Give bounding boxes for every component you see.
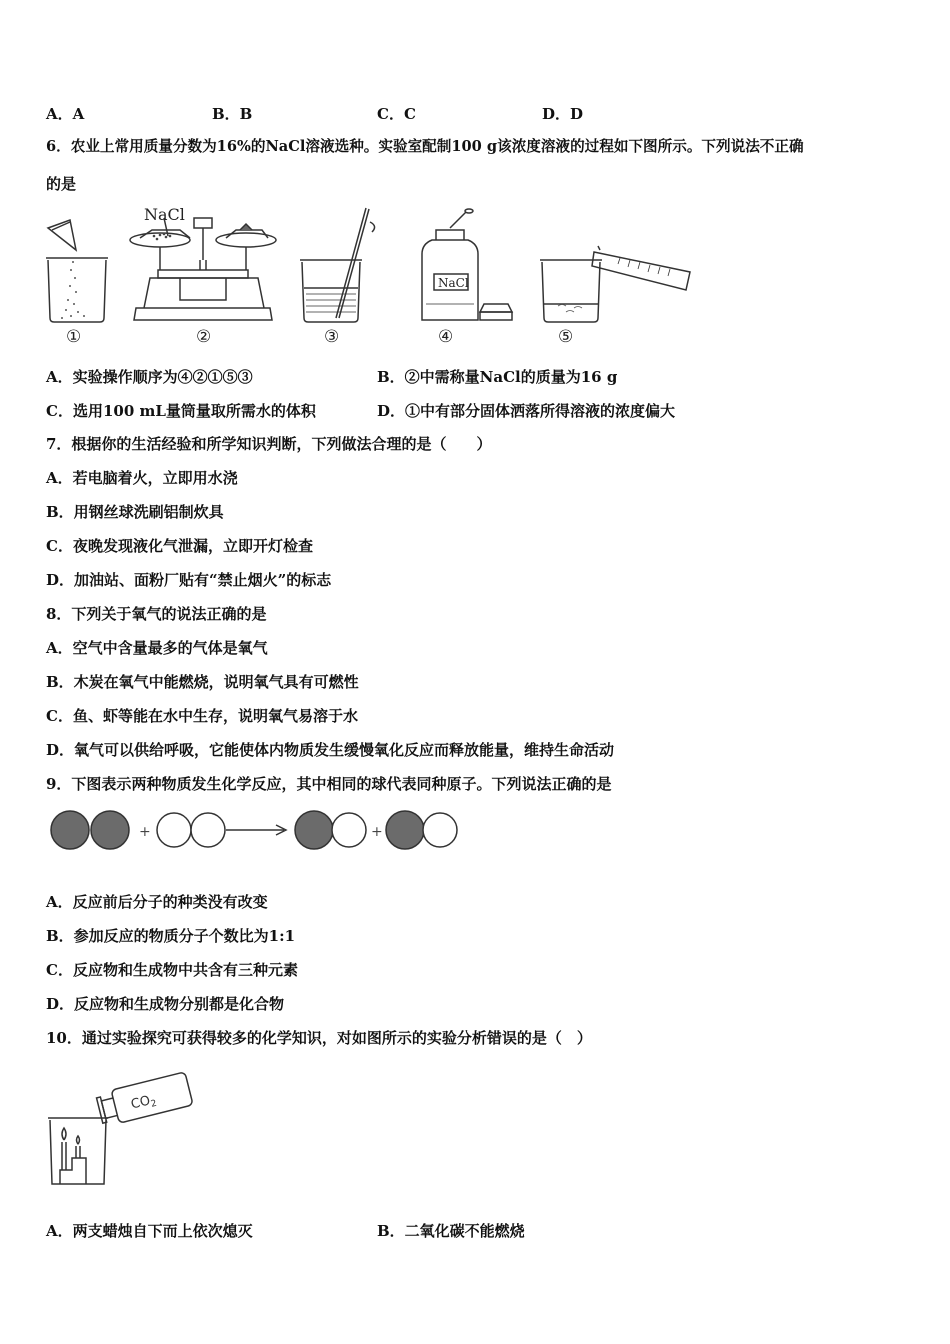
beaker-icon	[48, 1118, 108, 1184]
q5-option-b[interactable]: B．B	[212, 105, 253, 123]
q6-option-a[interactable]: A．实验操作顺序为④②①⑤③	[46, 368, 253, 386]
q6-figure	[40, 200, 710, 350]
step-label-5: ⑤	[558, 327, 574, 347]
step5-pour-beaker-icon	[540, 246, 690, 322]
q9-option-a[interactable]: A．反应前后分子的种类没有改变	[46, 893, 268, 911]
q7-option-d[interactable]: D．加油站、面粉厂贴有“禁止烟火”的标志	[46, 571, 332, 589]
dark-atom-icon	[91, 811, 129, 849]
q6-options-row1	[46, 366, 906, 386]
step-label-2: ②	[196, 327, 212, 347]
step4-reagent-jar-icon	[422, 209, 512, 320]
dark-atom-icon	[295, 811, 333, 849]
step3-stir-beaker-icon	[300, 208, 375, 322]
dark-atom-icon	[386, 811, 424, 849]
q7-option-a[interactable]: A．若电脑着火，立即用水浇	[46, 469, 238, 487]
q6-options-row2	[46, 400, 906, 420]
step-label-1: ①	[66, 327, 82, 347]
light-atom-icon	[157, 813, 191, 847]
co2-label-main: CO	[129, 1093, 152, 1113]
light-atom-icon	[191, 813, 225, 847]
q7-option-c[interactable]: C．夜晚发现液化气泄漏，立即开灯检查	[46, 537, 313, 555]
q5-option-d[interactable]: D．D	[542, 105, 584, 123]
q9-option-c[interactable]: C．反应物和生成物中共含有三种元素	[46, 961, 298, 979]
q7-stem: 7．根据你的生活经验和所学知识判断，下列做法合理的是（ ）	[46, 435, 492, 453]
q8-stem: 8．下列关于氧气的说法正确的是	[46, 605, 267, 623]
q10-option-a[interactable]: A．两支蜡烛自下而上依次熄灭	[46, 1222, 253, 1240]
q10-stem: 10．通过实验探究可获得较多的化学知识，对如图所示的实验分析错误的是（ ）	[46, 1029, 592, 1047]
balance-nacl-label: NaCl	[144, 205, 185, 224]
q5-option-c[interactable]: C．C	[377, 105, 416, 123]
q8-option-a[interactable]: A．空气中含量最多的气体是氧气	[46, 639, 268, 657]
light-atom-icon	[332, 813, 366, 847]
q5-option-a[interactable]: A．A	[46, 105, 85, 123]
q10-options-row1	[46, 1220, 906, 1240]
q5-options	[46, 103, 906, 123]
q6-stem-line2: 的是	[46, 175, 77, 193]
plus-sign-2: +	[371, 824, 383, 840]
q7-option-b[interactable]: B．用钢丝球洗刷铝制炊具	[46, 503, 224, 521]
q6-stem-line1: 6．农业上常用质量分数为16%的NaCl溶液选种。实验室配制100 g该浓度溶液的过程如下图所示。下列说法不正确	[46, 138, 804, 155]
step-label-4: ④	[438, 327, 454, 347]
q6-option-c[interactable]: C．选用100 mL量筒量取所需水的体积	[46, 402, 316, 420]
q6-option-d[interactable]: D．①中有部分固体洒落所得溶液的浓度偏大	[377, 402, 676, 420]
q9-reaction-figure	[48, 808, 468, 852]
q8-option-d[interactable]: D．氧气可以供给呼吸，它能使体内物质发生缓慢氧化反应而释放能量，维持生命活动	[46, 741, 615, 759]
q8-option-b[interactable]: B．木炭在氧气中能燃烧，说明氧气具有可燃性	[46, 673, 359, 691]
step2-balance-icon	[130, 218, 276, 320]
q10-option-b[interactable]: B．二氧化碳不能燃烧	[377, 1222, 525, 1240]
dark-atom-icon	[51, 811, 89, 849]
step1-beaker-icon	[46, 220, 108, 322]
q9-stem: 9．下图表示两种物质发生化学反应，其中相同的球代表同种原子。下列说法正确的是	[46, 775, 612, 793]
q9-option-d[interactable]: D．反应物和生成物分别都是化合物	[46, 995, 285, 1013]
q9-option-b[interactable]: B．参加反应的物质分子个数比为1:1	[46, 927, 296, 945]
plus-sign-1: +	[139, 824, 151, 840]
q8-option-c[interactable]: C．鱼、虾等能在水中生存，说明氧气易溶于水	[46, 707, 358, 725]
step-label-3: ③	[324, 327, 340, 347]
light-atom-icon	[423, 813, 457, 847]
q6-option-b[interactable]: B．②中需称量NaCl的质量为16 g	[377, 368, 618, 386]
jar-nacl-label: NaCl	[438, 276, 469, 290]
q10-co2-figure	[46, 1062, 196, 1192]
co2-label-sub: 2	[149, 1098, 158, 1110]
